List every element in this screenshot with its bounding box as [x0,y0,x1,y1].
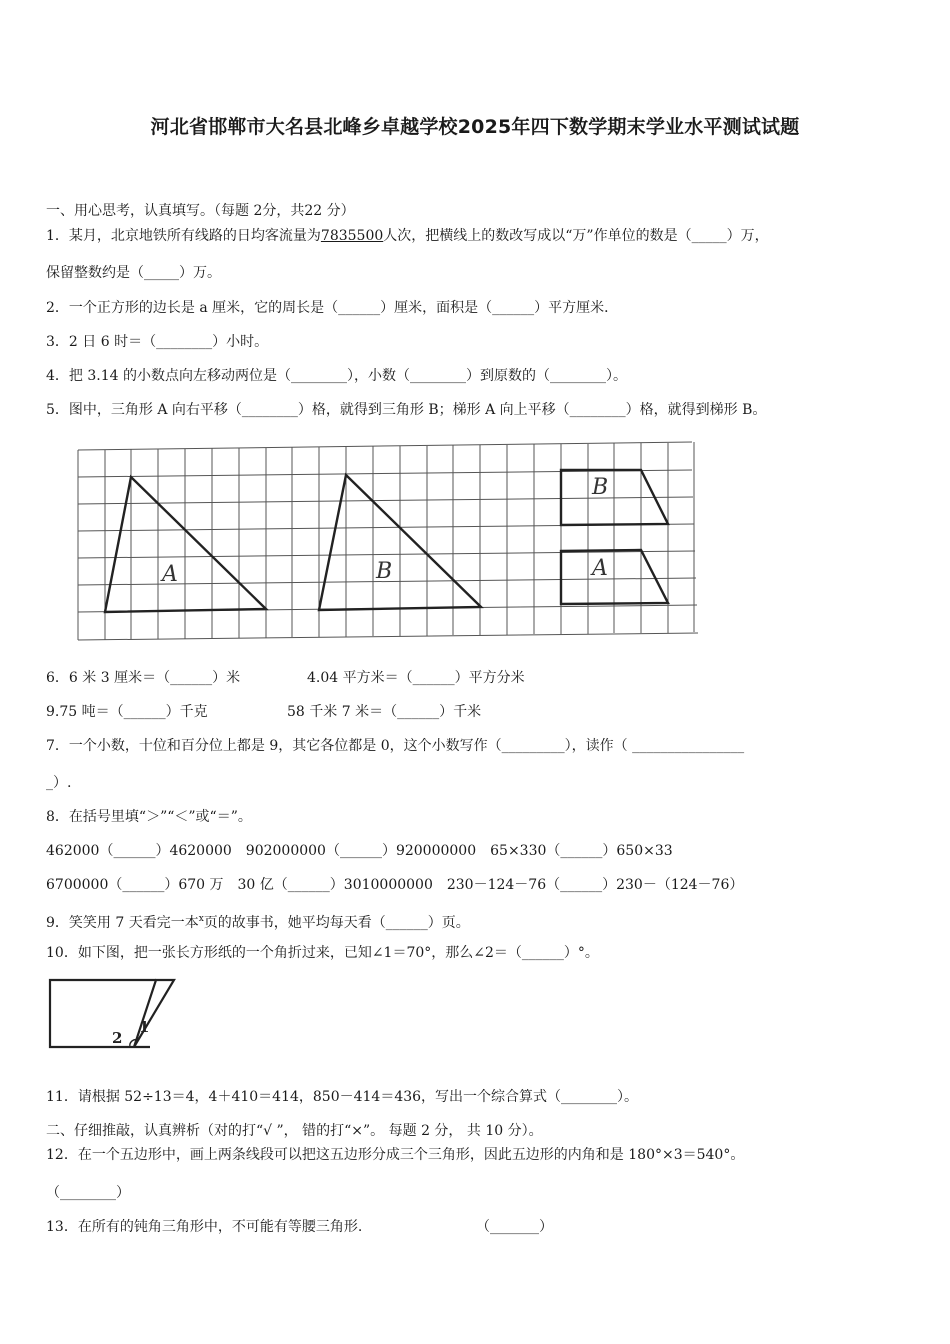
question-8-row-1: 462000（______）4620000 902000000（______）920000000 65×330（______）650×33 [46,843,673,859]
question-6-row-2 [46,702,482,722]
section-2-heading: 二、仔细推敲，认真辨析（对的打“√ ”， 错的打“×”。 每题 2 分， 共 10 分）。 [46,1123,543,1139]
q9-text-a: 9．笑笑用 7 天看完一本 [46,915,199,931]
trapezoid-b-label: B [592,475,609,500]
question-7-continued: _）. [46,775,72,791]
question-12: 12．在一个五边形中，画上两条线段可以把这五边形分成三个三角形，因此五边形的内角和是 180°×3＝540°。 [46,1147,745,1163]
q6-item-a: 6．6 米 3 厘米＝（______）米 [46,670,241,686]
question-6-row-1 [46,668,525,688]
question-5: 5．图中，三角形 A 向右平移（________）格，就得到三角形 B；梯形 A 向上平移（________）格，就得到梯形 B。 [46,402,767,418]
question-13 [46,1217,553,1237]
angle-2-label: 2 [112,1029,123,1047]
question-3: 3．2 日 6 时＝（________）小时。 [46,334,269,350]
question-12-answer: （________） [46,1185,130,1201]
question-10: 10．如下图，把一张长方形纸的一个角折过来，已知∠1＝70°，那么∠2＝（______）°。 [46,945,599,961]
q9-variable-x: x [198,914,204,924]
folded-paper-figure [46,972,182,1056]
q1-text-b: 人次，把横线上的数改写成以“万”作单位的数是（_____）万， [383,228,769,244]
question-8: 8．在括号里填“＞”“＜”或“＝”。 [46,809,252,825]
question-1-continued: 保留整数约是（_____）万。 [46,265,221,281]
translation-grid-figure [74,440,702,646]
question-7: 7．一个小数，十位和百分位上都是 9，其它各位都是 0，这个小数写作（_________），读作（ ________________ [46,738,745,754]
q6-item-d: 58 千米 7 米＝（______）千米 [287,704,482,720]
question-9 [46,909,470,933]
folded-corner [134,980,174,1047]
q1-number: 7835500 [320,228,384,244]
triangle-a-label: A [162,562,178,587]
q6-item-c: 9.75 吨＝（______）千克 [46,704,208,720]
triangle-b-label: B [376,559,393,584]
question-11: 11．请根据 52÷13＝4，4＋410＝414，850－414＝436，写出一个综合算式（________）。 [46,1089,639,1105]
q13-answer: （_______） [476,1219,553,1235]
q6-item-b: 4.04 平方米＝（______）平方分米 [307,670,525,686]
q13-text: 13．在所有的钝角三角形中，不可能有等腰三角形. [46,1219,363,1235]
question-1 [46,226,769,246]
trapezoid-a-label: A [592,556,608,581]
q9-text-b: 页的故事书，她平均每天看（______）页。 [203,915,470,931]
section-1-heading: 一、用心思考，认真填写。（每题 2分，共22 分） [46,203,355,219]
question-8-row-2: 6700000（______）670 万 30 亿（______）3010000000 230－124－76（______）230－（124－76） [46,877,744,893]
question-4: 4．把 3.14 的小数点向左移动两位是（________），小数（________）到原数的（________）。 [46,368,627,384]
q1-text-a: 1．某月，北京地铁所有线路的日均客流量为 [46,228,321,244]
angle-1-label: 1 [139,1018,150,1036]
page-title: 河北省邯郸市大名县北峰乡卓越学校2025年四下数学期末学业水平测试试题 [150,116,800,138]
question-2: 2．一个正方形的边长是 a 厘米，它的周长是（______）厘米，面积是（______）平方厘米． [46,300,619,316]
